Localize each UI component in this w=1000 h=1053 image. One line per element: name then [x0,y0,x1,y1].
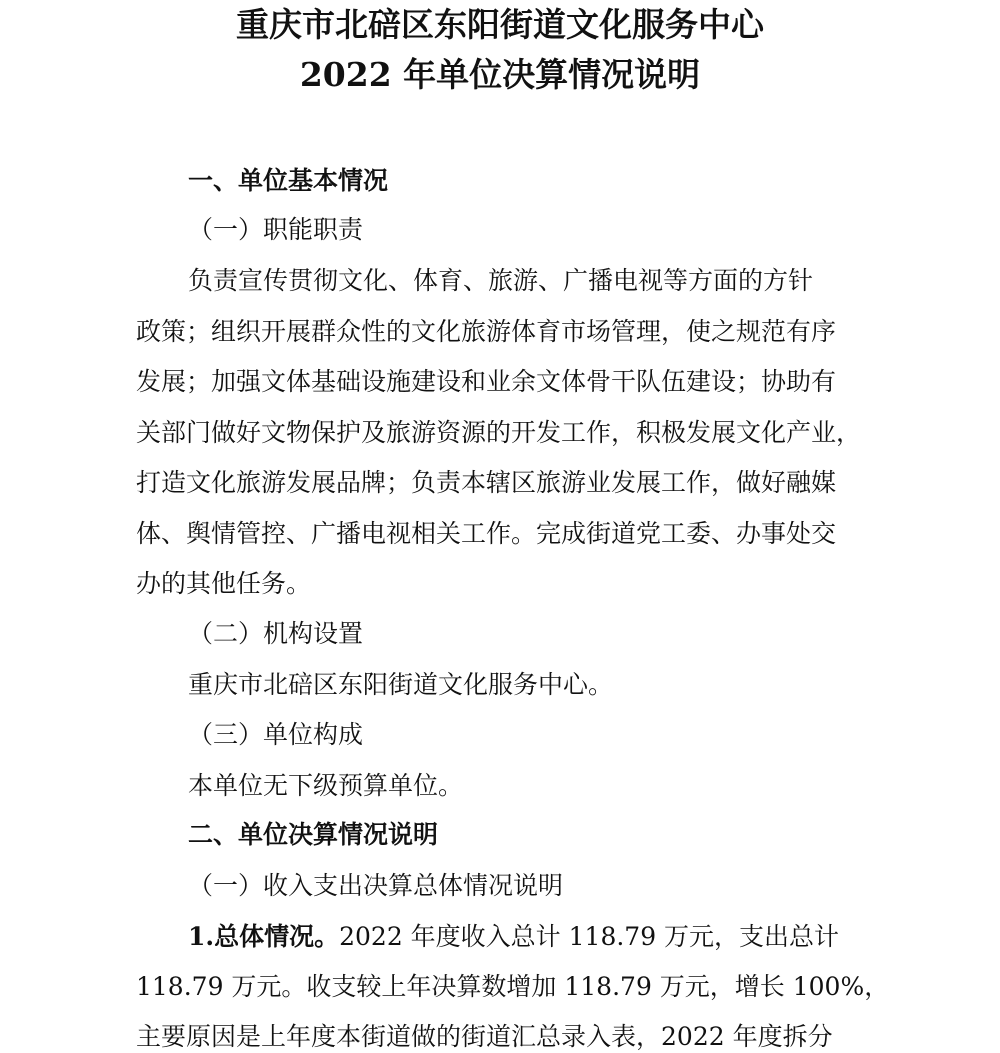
overall-label: 1.总体情况。 [188,922,340,951]
text-line: 办的其他任务。 [136,569,312,598]
text-line: 2022 年度收入总计 118.79 万元，支出总计 [339,922,840,951]
composition-text: 本单位无下级预算单位。 [188,771,464,800]
text-line: 打造文化旅游发展品牌；负责本辖区旅游业发展工作，做好融媒 [136,468,837,497]
subheading-organization: （二）机构设置 [188,619,364,648]
text-line: 主要原因是上年度本街道做的街道汇总录入表，2022 年度拆分 [136,1022,833,1051]
section-heading-final-accounts: 二、单位决算情况说明 [188,820,439,849]
paragraph-line [188,266,874,296]
text-line: 政策；组织开展群众性的文化旅游体育市场管理，使之规范有序 [136,317,837,346]
text-line: 发展；加强文体基础设施建设和业余文体骨干队伍建设；协助有 [136,367,837,396]
paragraph-line [188,922,839,952]
subheading-income-expenditure: （一）收入支出决算总体情况说明 [188,871,564,900]
section-heading-basic-info: 一、单位基本情况 [188,166,389,195]
text-line: 118.79 万元。收支较上年决算数增加 118.79 万元，增长 100%， [136,972,890,1001]
paragraph-line [136,1022,833,1052]
paragraph-line [136,569,311,599]
text-line: 负责宣传贯彻文化、体育、旅游、广播电视等方面的方针 [188,266,814,295]
document-title-line-2: 2022 年单位决算情况说明 [299,55,701,94]
text-line: 关部门做好文物保护及旅游资源的开发工作，积极发展文化产业， [136,418,862,447]
subheading-duties: （一）职能职责 [188,215,364,244]
text-line: 体、舆情管控、广播电视相关工作。完成街道党工委、办事处交 [136,519,837,548]
paragraph-line [136,367,876,397]
subheading-composition: （三）单位构成 [188,720,364,749]
paragraph-line [136,519,876,549]
organization-text: 重庆市北碚区东阳街道文化服务中心。 [188,670,614,699]
paragraph-line [136,972,889,1002]
paragraph-line [136,317,876,347]
document-title-line-1: 重庆市北碚区东阳街道文化服务中心 [236,5,764,44]
paragraph-line [136,418,888,448]
paragraph-line [136,468,876,498]
